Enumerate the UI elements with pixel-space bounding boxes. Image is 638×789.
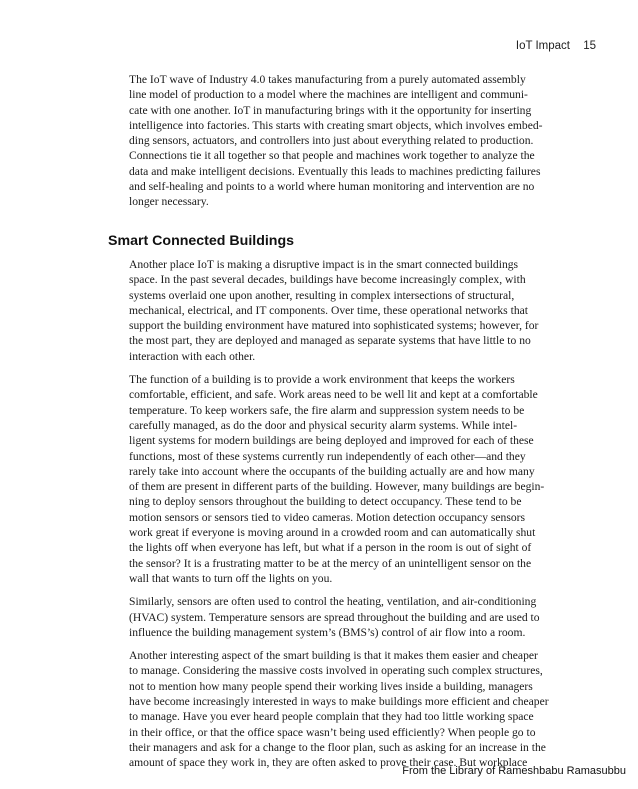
text-line: their managers and ask for a change to the floor plan, such as asking for an increase in the bbox=[129, 740, 546, 754]
text-line: work great if everyone is moving around in a crowded room and can automatically shut bbox=[129, 526, 536, 540]
text-line: the sensor? It is a frustrating matter to be at the mercy of an unintelligent sensor on the bbox=[129, 556, 532, 570]
text-line: influence the building management system’s (BMS’s) control of air flow into a room. bbox=[129, 625, 526, 639]
section-body bbox=[129, 257, 557, 779]
text-line: temperature. To keep workers safe, the fire alarm and suppression system needs to be bbox=[129, 403, 525, 417]
text-line: ligent systems for modern buildings are being deployed and improved for each of these bbox=[129, 434, 534, 448]
text-line: to manage. Considering the massive costs involved in operating such complex structures, bbox=[129, 664, 543, 678]
paragraph-4 bbox=[129, 648, 557, 770]
section-heading: Smart Connected Buildings bbox=[108, 233, 295, 249]
text-line: mechanical, electrical, and IT components. Over time, these operational networks that bbox=[129, 303, 528, 317]
text-line: in their office, or that the office space wasn’t being used efficiently? When people go to bbox=[129, 725, 536, 739]
text-line: and self-healing and points to a world where human monitoring and intervention are no bbox=[129, 180, 535, 194]
text-line: have become increasingly interested in ways to make buildings more efficient and cheaper bbox=[129, 695, 549, 709]
library-watermark: From the Library of Rameshbabu Ramasubbu bbox=[402, 765, 626, 777]
text-line: amount of space they work in, they are often asked to prove their case. But workplace bbox=[129, 756, 528, 770]
text-line: The IoT wave of Industry 4.0 takes manufacturing from a purely automated assembly bbox=[129, 73, 526, 86]
text-line: cate with one another. IoT in manufacturing brings with it the opportunity for inserting bbox=[129, 103, 532, 117]
text-line: comfortable, efficient, and safe. Work areas need to be well lit and kept at a comfortable bbox=[129, 388, 538, 402]
text-line: Another place IoT is making a disruptive impact is in the smart connected buildings bbox=[129, 258, 519, 271]
page-number: 15 bbox=[583, 40, 596, 52]
chapter-title: IoT Impact bbox=[515, 40, 570, 52]
text-line: support the building environment have matured into sophisticated systems; however, for bbox=[129, 319, 539, 333]
text-line: of them are present in different parts of the building. However, many buildings are begin- bbox=[129, 480, 545, 494]
text-line: line model of production to a model where the machines are intelligent and communi- bbox=[129, 88, 528, 102]
text-line: intelligence into factories. This starts with creating smart objects, which involves embed- bbox=[129, 118, 543, 132]
text-line: systems overlaid one upon another, resulting in complex intersections of structural, bbox=[129, 288, 515, 302]
text-line: Another interesting aspect of the smart building is that it makes them easier and cheaper bbox=[129, 649, 538, 663]
text-line: Similarly, sensors are often used to control the heating, ventilation, and air-conditioning bbox=[129, 595, 537, 609]
text-line: rarely take into account where the occupants of the building actually are and how many bbox=[129, 464, 535, 478]
text-line: The function of a building is to provide a work environment that keeps the workers bbox=[129, 373, 515, 387]
text-line: carefully managed, as do the door and physical security alarm systems. While intel- bbox=[129, 418, 518, 432]
text-line: the most part, they are deployed and managed as separate systems that have little to no bbox=[129, 334, 531, 348]
text-line: wall that wants to turn off the lights on you. bbox=[129, 571, 333, 585]
text-line: longer necessary. bbox=[129, 195, 209, 209]
running-header bbox=[516, 40, 596, 52]
text-line: ning to deploy sensors throughout the building to detect occupancy. These tend to be bbox=[129, 495, 522, 509]
text-line: ding sensors, actuators, and controllers into just about everything related to production. bbox=[129, 134, 534, 148]
text-line: Connections tie it all together so that people and machines work together to analyze the bbox=[129, 149, 535, 163]
paragraph-3 bbox=[129, 594, 557, 640]
text-line: motion sensors or sensors tied to video cameras. Motion detection occupancy sensors bbox=[129, 510, 526, 524]
text-line: to manage. Have you ever heard people complain that they had too little working space bbox=[129, 710, 534, 724]
paragraph-1 bbox=[129, 257, 557, 364]
text-line: not to mention how many people spend their working lives inside a building, managers bbox=[129, 679, 533, 693]
intro-paragraph bbox=[129, 72, 557, 210]
text-line: interaction with each other. bbox=[129, 349, 256, 363]
text-line: functions, most of these systems currently run independently of each other—and they bbox=[129, 449, 526, 463]
text-line: data and make intelligent decisions. Eventually this leads to machines predicting failures bbox=[129, 164, 541, 178]
page-body bbox=[129, 72, 557, 218]
text-line: the lights off when everyone has left, but what if a person in the room is out of sight of bbox=[129, 541, 532, 555]
paragraph-2 bbox=[129, 372, 557, 586]
text-line: space. In the past several decades, buildings have become increasingly complex, with bbox=[129, 273, 526, 287]
text-line: (HVAC) system. Temperature sensors are spread throughout the building and are used to bbox=[129, 610, 540, 624]
